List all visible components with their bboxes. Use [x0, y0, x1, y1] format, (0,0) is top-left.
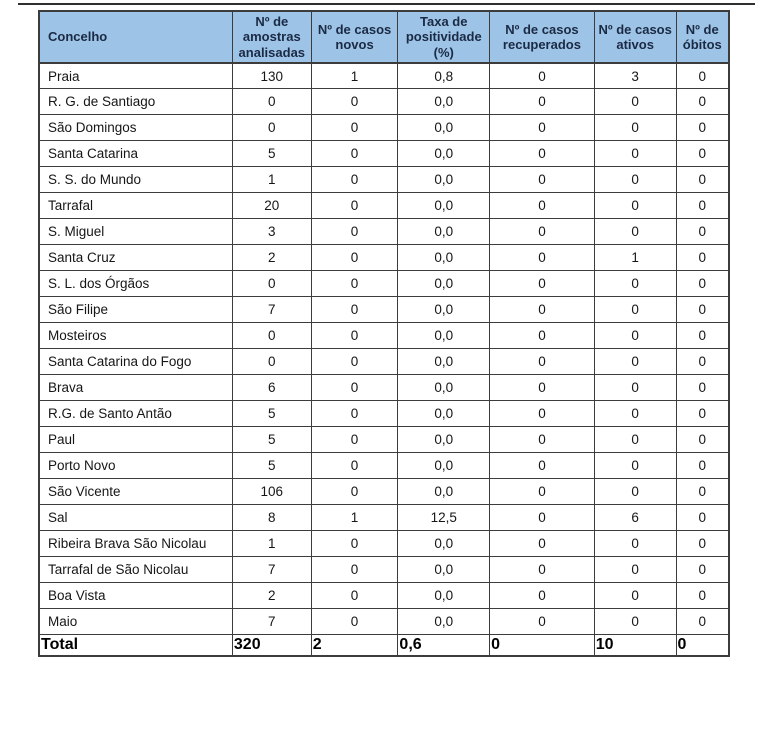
table-row: [39, 141, 729, 167]
total-taxa-cell: 0,6: [398, 635, 490, 657]
concelho-cell: Sal: [39, 505, 232, 531]
recuperados-cell: 0: [490, 531, 595, 557]
recuperados-cell: 0: [490, 375, 595, 401]
concelho-cell: S. S. do Mundo: [39, 167, 232, 193]
recuperados-cell: 0: [490, 505, 595, 531]
table-row: [39, 427, 729, 453]
table-row: [39, 531, 729, 557]
casos-novos-cell: 0: [311, 583, 398, 609]
concelho-cell: R. G. de Santiago: [39, 89, 232, 115]
amostras-cell: 1: [232, 531, 311, 557]
table-row: [39, 557, 729, 583]
taxa-cell: 0,0: [398, 349, 490, 375]
amostras-cell: 5: [232, 141, 311, 167]
amostras-cell: 20: [232, 193, 311, 219]
casos-novos-cell: 0: [311, 167, 398, 193]
amostras-cell: 7: [232, 557, 311, 583]
amostras-cell: 7: [232, 297, 311, 323]
obitos-cell: 0: [676, 323, 729, 349]
table-row: [39, 89, 729, 115]
casos-novos-cell: 0: [311, 609, 398, 635]
casos-novos-cell: 1: [311, 505, 398, 531]
obitos-cell: 0: [676, 453, 729, 479]
recuperados-cell: 0: [490, 167, 595, 193]
taxa-cell: 0,0: [398, 427, 490, 453]
table-row: [39, 193, 729, 219]
obitos-cell: 0: [676, 349, 729, 375]
casos-novos-cell: 0: [311, 271, 398, 297]
recuperados-cell: 0: [490, 427, 595, 453]
concelho-cell: R.G. de Santo Antão: [39, 401, 232, 427]
table-row: [39, 583, 729, 609]
recuperados-cell: 0: [490, 115, 595, 141]
recuperados-cell: 0: [490, 89, 595, 115]
ativos-cell: 0: [594, 375, 676, 401]
ativos-cell: 0: [594, 609, 676, 635]
recuperados-cell: 0: [490, 193, 595, 219]
casos-novos-cell: 0: [311, 453, 398, 479]
obitos-cell: 0: [676, 245, 729, 271]
table-row: [39, 115, 729, 141]
taxa-cell: 0,0: [398, 453, 490, 479]
taxa-cell: 0,0: [398, 89, 490, 115]
table-row: [39, 245, 729, 271]
ativos-cell: 0: [594, 427, 676, 453]
ativos-cell: 0: [594, 453, 676, 479]
casos-novos-cell: 0: [311, 245, 398, 271]
amostras-cell: 5: [232, 427, 311, 453]
concelho-cell: Santa Catarina do Fogo: [39, 349, 232, 375]
taxa-cell: 0,0: [398, 193, 490, 219]
col-header-concelho: Concelho: [39, 11, 232, 63]
concelho-cell: Mosteiros: [39, 323, 232, 349]
casos-novos-cell: 0: [311, 323, 398, 349]
concelho-cell: Paul: [39, 427, 232, 453]
table-row: [39, 609, 729, 635]
ativos-cell: 0: [594, 167, 676, 193]
amostras-cell: 2: [232, 583, 311, 609]
ativos-cell: 0: [594, 531, 676, 557]
recuperados-cell: 0: [490, 609, 595, 635]
ativos-cell: 0: [594, 297, 676, 323]
obitos-cell: 0: [676, 609, 729, 635]
amostras-cell: 6: [232, 375, 311, 401]
casos-novos-cell: 0: [311, 193, 398, 219]
casos-novos-cell: 0: [311, 349, 398, 375]
amostras-cell: 0: [232, 349, 311, 375]
amostras-cell: 8: [232, 505, 311, 531]
casos-novos-cell: 0: [311, 375, 398, 401]
obitos-cell: 0: [676, 167, 729, 193]
total-label-cell: Total: [39, 635, 232, 657]
ativos-cell: 0: [594, 89, 676, 115]
casos-novos-cell: 0: [311, 141, 398, 167]
amostras-cell: 3: [232, 219, 311, 245]
table-row: [39, 63, 729, 89]
amostras-cell: 7: [232, 609, 311, 635]
ativos-cell: 0: [594, 401, 676, 427]
amostras-cell: 106: [232, 479, 311, 505]
recuperados-cell: 0: [490, 297, 595, 323]
obitos-cell: 0: [676, 401, 729, 427]
top-horizontal-rule: [18, 3, 755, 5]
recuperados-cell: 0: [490, 245, 595, 271]
table-row: [39, 479, 729, 505]
concelho-cell: Ribeira Brava São Nicolau: [39, 531, 232, 557]
total-ativos-cell: 10: [594, 635, 676, 657]
obitos-cell: 0: [676, 297, 729, 323]
recuperados-cell: 0: [490, 271, 595, 297]
obitos-cell: 0: [676, 141, 729, 167]
col-header-casos-novos: Nº de casos novos: [311, 11, 398, 63]
recuperados-cell: 0: [490, 479, 595, 505]
ativos-cell: 6: [594, 505, 676, 531]
amostras-cell: 0: [232, 323, 311, 349]
concelho-cell: Tarrafal de São Nicolau: [39, 557, 232, 583]
recuperados-cell: 0: [490, 63, 595, 89]
taxa-cell: 0,0: [398, 323, 490, 349]
concelho-cell: S. L. dos Órgãos: [39, 271, 232, 297]
total-recuperados-cell: 0: [490, 635, 595, 657]
taxa-cell: 0,0: [398, 557, 490, 583]
concelho-cell: Maio: [39, 609, 232, 635]
amostras-cell: 1: [232, 167, 311, 193]
ativos-cell: 3: [594, 63, 676, 89]
table-row: [39, 297, 729, 323]
ativos-cell: 0: [594, 323, 676, 349]
ativos-cell: 0: [594, 271, 676, 297]
taxa-cell: 12,5: [398, 505, 490, 531]
total-amostras-cell: 320: [232, 635, 311, 657]
obitos-cell: 0: [676, 219, 729, 245]
casos-novos-cell: 1: [311, 63, 398, 89]
recuperados-cell: 0: [490, 583, 595, 609]
recuperados-cell: 0: [490, 453, 595, 479]
table-row: [39, 323, 729, 349]
amostras-cell: 130: [232, 63, 311, 89]
obitos-cell: 0: [676, 505, 729, 531]
ativos-cell: 0: [594, 557, 676, 583]
col-header-recuperados: Nº de casos recuperados: [490, 11, 595, 63]
col-header-taxa-positividade: Taxa de positividade (%): [398, 11, 490, 63]
taxa-cell: 0,0: [398, 531, 490, 557]
col-header-casos-ativos: Nº de casos ativos: [594, 11, 676, 63]
concelho-cell: Tarrafal: [39, 193, 232, 219]
amostras-cell: 0: [232, 271, 311, 297]
ativos-cell: 1: [594, 245, 676, 271]
table-row: [39, 505, 729, 531]
obitos-cell: 0: [676, 115, 729, 141]
taxa-cell: 0,0: [398, 583, 490, 609]
casos-novos-cell: 0: [311, 89, 398, 115]
amostras-cell: 2: [232, 245, 311, 271]
obitos-cell: 0: [676, 89, 729, 115]
ativos-cell: 0: [594, 141, 676, 167]
casos-novos-cell: 0: [311, 401, 398, 427]
recuperados-cell: 0: [490, 401, 595, 427]
casos-novos-cell: 0: [311, 531, 398, 557]
total-row: [39, 635, 729, 657]
table-footer: [39, 635, 729, 657]
obitos-cell: 0: [676, 479, 729, 505]
table-row: [39, 349, 729, 375]
concelho-cell: Santa Catarina: [39, 141, 232, 167]
concelho-cell: São Filipe: [39, 297, 232, 323]
concelho-covid-table: [38, 10, 730, 657]
taxa-cell: 0,8: [398, 63, 490, 89]
concelho-cell: Santa Cruz: [39, 245, 232, 271]
col-header-obitos: Nº de óbitos: [676, 11, 729, 63]
obitos-cell: 0: [676, 583, 729, 609]
ativos-cell: 0: [594, 193, 676, 219]
header-row: [39, 11, 729, 63]
taxa-cell: 0,0: [398, 297, 490, 323]
obitos-cell: 0: [676, 193, 729, 219]
taxa-cell: 0,0: [398, 401, 490, 427]
col-header-amostras: Nº de amostras analisadas: [232, 11, 311, 63]
concelho-cell: S. Miguel: [39, 219, 232, 245]
taxa-cell: 0,0: [398, 271, 490, 297]
total-casos-novos-cell: 2: [311, 635, 398, 657]
taxa-cell: 0,0: [398, 375, 490, 401]
obitos-cell: 0: [676, 375, 729, 401]
recuperados-cell: 0: [490, 323, 595, 349]
amostras-cell: 5: [232, 401, 311, 427]
casos-novos-cell: 0: [311, 115, 398, 141]
recuperados-cell: 0: [490, 219, 595, 245]
ativos-cell: 0: [594, 479, 676, 505]
amostras-cell: 0: [232, 115, 311, 141]
concelho-cell: Boa Vista: [39, 583, 232, 609]
table-row: [39, 167, 729, 193]
table-header: [39, 11, 729, 63]
obitos-cell: 0: [676, 63, 729, 89]
concelho-cell: Brava: [39, 375, 232, 401]
taxa-cell: 0,0: [398, 609, 490, 635]
concelho-cell: São Domingos: [39, 115, 232, 141]
amostras-cell: 0: [232, 89, 311, 115]
concelho-cell: São Vicente: [39, 479, 232, 505]
taxa-cell: 0,0: [398, 219, 490, 245]
obitos-cell: 0: [676, 557, 729, 583]
taxa-cell: 0,0: [398, 245, 490, 271]
casos-novos-cell: 0: [311, 219, 398, 245]
table-body: [39, 63, 729, 635]
ativos-cell: 0: [594, 349, 676, 375]
table-row: [39, 453, 729, 479]
obitos-cell: 0: [676, 271, 729, 297]
concelho-cell: Porto Novo: [39, 453, 232, 479]
ativos-cell: 0: [594, 583, 676, 609]
recuperados-cell: 0: [490, 557, 595, 583]
taxa-cell: 0,0: [398, 115, 490, 141]
table-row: [39, 401, 729, 427]
table-row: [39, 271, 729, 297]
table-row: [39, 219, 729, 245]
casos-novos-cell: 0: [311, 297, 398, 323]
ativos-cell: 0: [594, 219, 676, 245]
taxa-cell: 0,0: [398, 479, 490, 505]
ativos-cell: 0: [594, 115, 676, 141]
recuperados-cell: 0: [490, 141, 595, 167]
casos-novos-cell: 0: [311, 479, 398, 505]
recuperados-cell: 0: [490, 349, 595, 375]
table-row: [39, 375, 729, 401]
concelho-cell: Praia: [39, 63, 232, 89]
obitos-cell: 0: [676, 427, 729, 453]
casos-novos-cell: 0: [311, 557, 398, 583]
total-obitos-cell: 0: [676, 635, 729, 657]
amostras-cell: 5: [232, 453, 311, 479]
obitos-cell: 0: [676, 531, 729, 557]
taxa-cell: 0,0: [398, 167, 490, 193]
taxa-cell: 0,0: [398, 141, 490, 167]
casos-novos-cell: 0: [311, 427, 398, 453]
